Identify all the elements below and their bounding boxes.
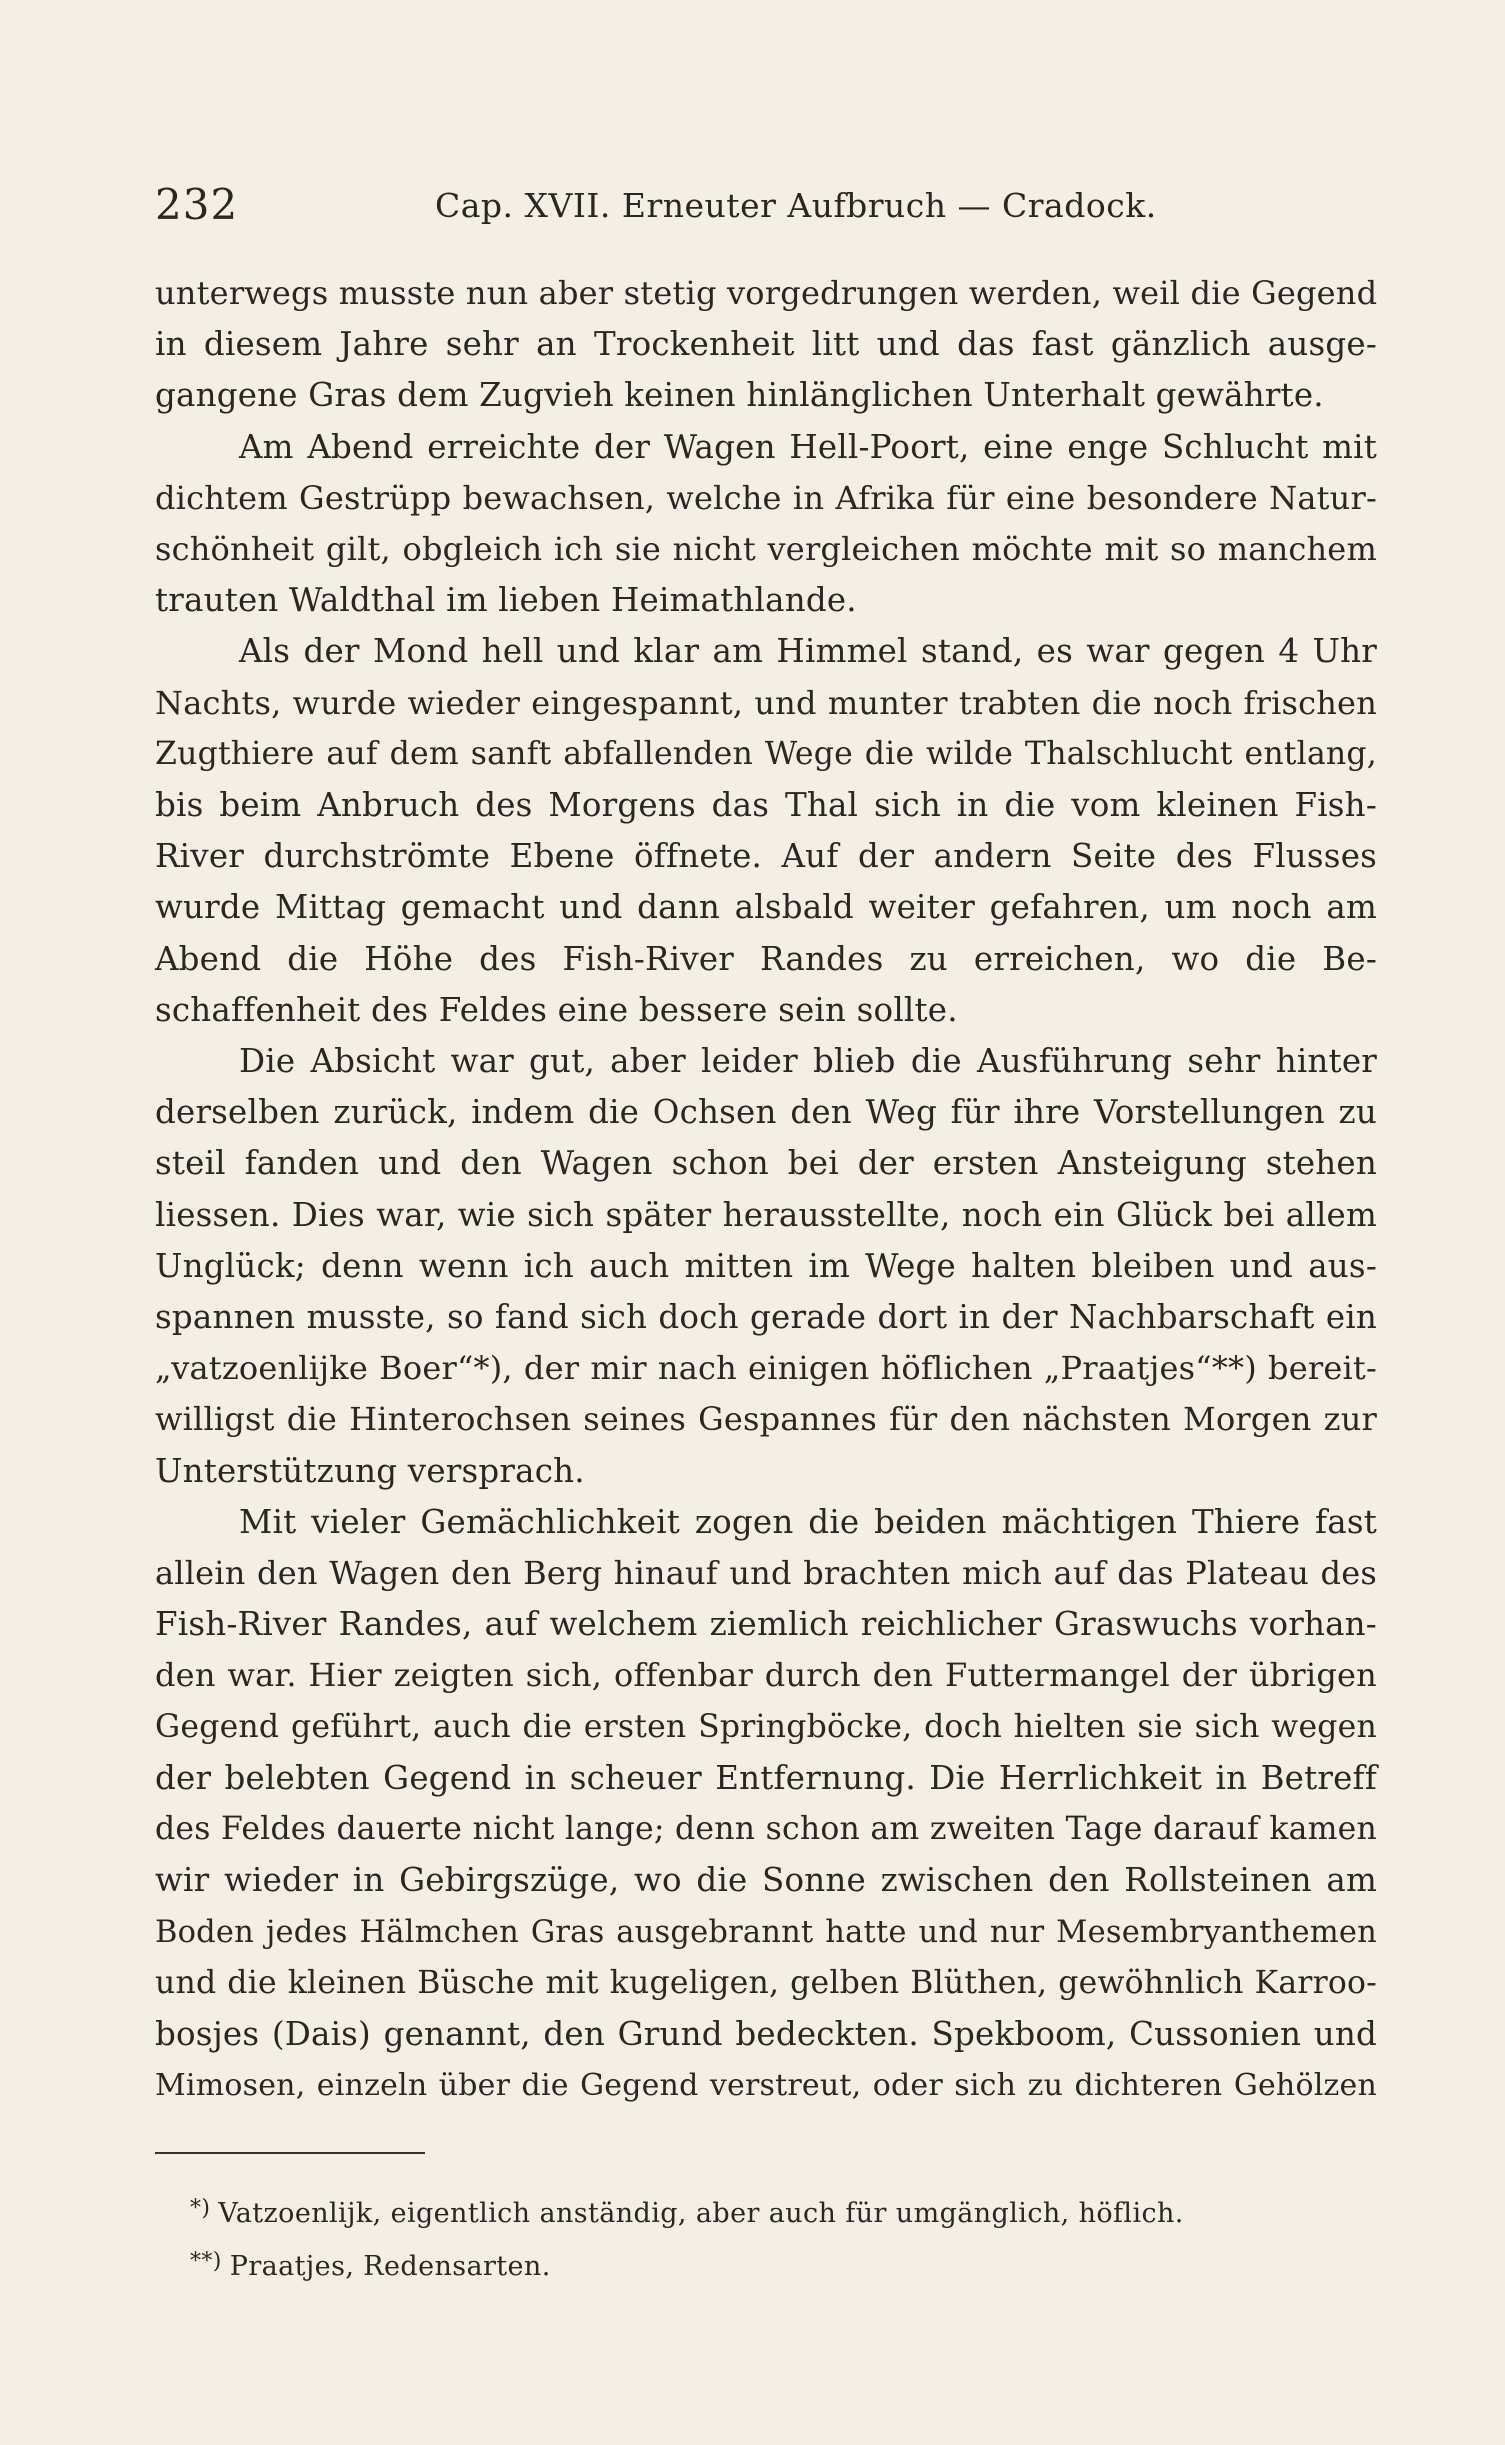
paragraph [155,1497,1377,2111]
body-text [155,268,1377,2111]
text-line: schönheit gilt, obgleich ich sie nicht vergleichen möchte mit so manchem [155,530,1377,569]
text-line: „vatzoenlijke Boer“*), der mir nach einigen höflichen „Praatjes“**) bereit- [155,1349,1377,1388]
footnotes [190,2185,1340,2291]
text-line: Mit vieler Gemächlichkeit zogen die beiden mächtigen Thiere fast [239,1502,1377,1541]
footnote [190,2238,1340,2291]
text-line: bosjes (Dais) genannt, den Grund bedeckten. Spekboom, Cussonien und [155,2014,1377,2053]
footnote-mark: *) [190,2196,211,2221]
text-line: Abend die Höhe des Fish-River Randes zu erreichen, wo die Be- [155,939,1377,978]
text-line: willigst die Hinterochsen seines Gespannes für den nächsten Morgen zur [155,1400,1377,1439]
text-line: spannen musste, so fand sich doch gerade dort in der Nachbarschaft ein [155,1298,1377,1337]
page-header [155,180,1385,240]
text-line: Zugthiere auf dem sanft abfallenden Wege die wilde Thalschlucht entlang, [155,735,1377,772]
text-line: bis beim Anbruch des Morgens das Thal sich in die vom kleinen Fish- [155,786,1377,825]
text-line: trauten Waldthal im lieben Heimathlande. [155,581,857,620]
text-line: wurde Mittag gemacht und dann alsbald weiter gefahren, um noch am [155,888,1377,927]
text-line: Mimosen, einzeln über die Gegend verstreut, oder sich zu dichteren Gehölzen [155,2068,1377,2104]
paragraph [155,1036,1377,1497]
footnote [190,2185,1340,2238]
footnote-divider [155,2152,425,2154]
text-line: Die Absicht war gut, aber leider blieb die Ausführung sehr hinter [239,1042,1377,1081]
text-line: der belebten Gegend in scheuer Entfernung. Die Herrlichkeit in Betreff [155,1758,1377,1797]
text-line: Als der Mond hell und klar am Himmel stand, es war gegen 4 Uhr [239,632,1377,671]
footnote-text: Vatzoenlijk, eigentlich anständig, aber auch für umgänglich, höflich. [218,2198,1184,2229]
footnote-text: Praatjes, Redensarten. [229,2251,551,2282]
running-head: Cap. XVII. Erneuter Aufbruch — Cradock. [435,186,1157,225]
text-line: in diesem Jahre sehr an Trockenheit litt und das fast gänzlich ausge- [155,325,1377,364]
paragraph [155,422,1377,627]
text-line: allein den Wagen den Berg hinauf und brachten mich auf das Plateau des [155,1554,1377,1593]
text-line: und die kleinen Büsche mit kugeligen, gelben Blüthen, gewöhnlich Karroo- [155,1964,1377,2001]
text-line: Unterstützung versprach. [155,1451,585,1490]
text-line: schaffenheit des Feldes eine bessere sein sollte. [155,990,958,1029]
text-line: Fish-River Randes, auf welchem ziemlich reichlicher Graswuchs vorhan- [155,1605,1377,1644]
text-line: Gegend geführt, auch die ersten Springböcke, doch hielten sie sich wegen [155,1708,1377,1745]
text-line: dichtem Gestrüpp bewachsen, welche in Afrika für eine besondere Natur- [155,478,1377,517]
text-line: derselben zurück, indem die Ochsen den Weg für ihre Vorstellungen zu [155,1093,1377,1132]
paragraph [155,268,1377,422]
text-line: steil fanden und den Wagen schon bei der ersten Ansteigung stehen [155,1144,1377,1183]
footnote-mark: **) [190,2249,222,2274]
paragraph [155,626,1377,1036]
page-number: 232 [155,180,239,229]
text-line: Am Abend erreichte der Wagen Hell-Poort, eine enge Schlucht mit [239,427,1377,466]
text-line: Boden jedes Hälmchen Gras ausgebrannt hatte und nur Mesembryanthemen [155,1914,1377,1950]
text-line: Nachts, wurde wieder eingespannt, und munter trabten die noch frischen [155,683,1377,722]
text-line: River durchströmte Ebene öffnete. Auf der andern Seite des Flusses [155,837,1377,876]
text-line: liessen. Dies war, wie sich später herausstellte, noch ein Glück bei allem [155,1195,1377,1234]
text-line: Unglück; denn wenn ich auch mitten im Wege halten bleiben und aus- [155,1246,1377,1285]
text-line: den war. Hier zeigten sich, offenbar durch den Futtermangel der übrigen [155,1656,1377,1695]
text-line: gangene Gras dem Zugvieh keinen hinlänglichen Unterhalt gewährte. [155,376,1324,415]
text-line: des Feldes dauerte nicht lange; denn schon am zweiten Tage darauf kamen [155,1811,1377,1848]
text-line: unterwegs musste nun aber stetig vorgedrungen werden, weil die Gegend [155,274,1378,312]
text-line: wir wieder in Gebirgszüge, wo die Sonne zwischen den Rollsteinen am [155,1861,1377,1900]
